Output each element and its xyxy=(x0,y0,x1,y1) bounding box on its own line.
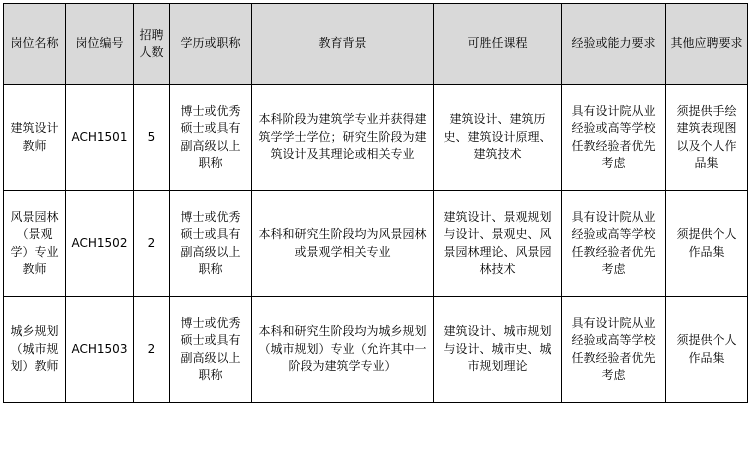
recruitment-table-page xyxy=(0,3,749,474)
column-header-position: 岗位名称 xyxy=(4,4,66,85)
cell-code: ACH1501 xyxy=(66,85,134,191)
table-body xyxy=(4,85,748,403)
cell-position: 风景园林（景观学）专业教师 xyxy=(4,191,66,297)
table-row xyxy=(4,85,748,191)
cell-position: 建筑设计教师 xyxy=(4,85,66,191)
cell-other: 须提供个人作品集 xyxy=(666,297,748,403)
cell-courses: 建筑设计、城市规划与设计、城市史、城市规划理论 xyxy=(434,297,562,403)
cell-other: 须提供手绘建筑表现图以及个人作品集 xyxy=(666,85,748,191)
table-row xyxy=(4,191,748,297)
column-header-count: 招聘人数 xyxy=(134,4,170,85)
cell-experience: 具有设计院从业经验或高等学校任教经验者优先考虑 xyxy=(562,85,666,191)
column-header-other: 其他应聘要求 xyxy=(666,4,748,85)
column-header-education: 教育背景 xyxy=(252,4,434,85)
cell-experience: 具有设计院从业经验或高等学校任教经验者优先考虑 xyxy=(562,297,666,403)
cell-code: ACH1503 xyxy=(66,297,134,403)
cell-experience: 具有设计院从业经验或高等学校任教经验者优先考虑 xyxy=(562,191,666,297)
column-header-courses: 可胜任课程 xyxy=(434,4,562,85)
cell-degree: 博士或优秀硕士或具有副高级以上职称 xyxy=(170,191,252,297)
cell-count: 2 xyxy=(134,191,170,297)
cell-education: 本科阶段为建筑学专业并获得建筑学学士学位；研究生阶段为建筑设计及其理论或相关专业 xyxy=(252,85,434,191)
cell-degree: 博士或优秀硕士或具有副高级以上职称 xyxy=(170,297,252,403)
cell-count: 5 xyxy=(134,85,170,191)
recruitment-table xyxy=(3,3,748,403)
table-row xyxy=(4,297,748,403)
header-row xyxy=(4,4,748,85)
column-header-degree: 学历或职称 xyxy=(170,4,252,85)
cell-position: 城乡规划（城市规划）教师 xyxy=(4,297,66,403)
cell-education: 本科和研究生阶段均为城乡规划（城市规划）专业（允许其中一阶段为建筑学专业） xyxy=(252,297,434,403)
cell-count: 2 xyxy=(134,297,170,403)
cell-degree: 博士或优秀硕士或具有副高级以上职称 xyxy=(170,85,252,191)
cell-education: 本科和研究生阶段均为风景园林或景观学相关专业 xyxy=(252,191,434,297)
column-header-code: 岗位编号 xyxy=(66,4,134,85)
cell-courses: 建筑设计、建筑历史、建筑设计原理、建筑技术 xyxy=(434,85,562,191)
cell-courses: 建筑设计、景观规划与设计、景观史、风景园林理论、风景园林技术 xyxy=(434,191,562,297)
cell-other: 须提供个人作品集 xyxy=(666,191,748,297)
table-header xyxy=(4,4,748,85)
cell-code: ACH1502 xyxy=(66,191,134,297)
column-header-experience: 经验或能力要求 xyxy=(562,4,666,85)
